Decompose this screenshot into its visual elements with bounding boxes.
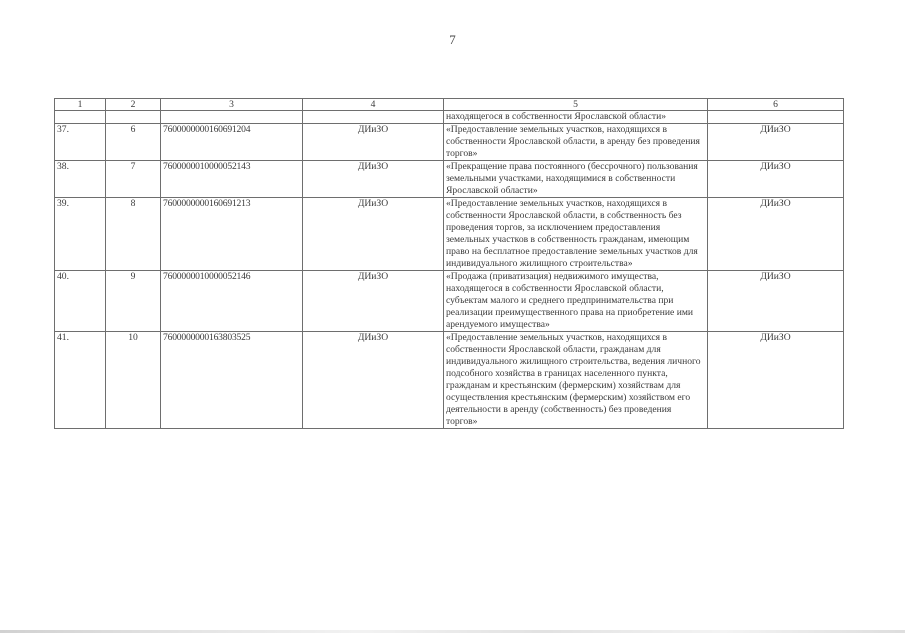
service-code-cell: 7600000010000052143 bbox=[161, 161, 303, 198]
department-cell: ДИиЗО bbox=[303, 124, 444, 161]
service-code-cell bbox=[161, 111, 303, 124]
row-number-cell: 38. bbox=[55, 161, 106, 198]
sub-number-cell: 9 bbox=[106, 271, 161, 332]
scan-edge-artifact bbox=[0, 630, 905, 633]
table-row bbox=[55, 161, 844, 198]
table-row bbox=[55, 271, 844, 332]
department-cell bbox=[303, 111, 444, 124]
executor-cell: ДИиЗО bbox=[708, 198, 844, 271]
department-cell: ДИиЗО bbox=[303, 332, 444, 429]
column-number-row bbox=[55, 99, 844, 111]
executor-cell: ДИиЗО bbox=[708, 271, 844, 332]
sub-number-cell: 6 bbox=[106, 124, 161, 161]
service-description-cell: «Продажа (приватизация) недвижимого имущества, находящегося в собственности Ярославской области, субъектам малого и среднего предпринимательства при реализации преимущественного права на приобретение ими арендуемого имущества» bbox=[444, 271, 708, 332]
department-cell: ДИиЗО bbox=[303, 161, 444, 198]
column-number: 5 bbox=[444, 99, 708, 111]
service-description-cell: «Прекращение права постоянного (бессрочного) пользования земельными участками, находящимися в собственности Ярославской области» bbox=[444, 161, 708, 198]
sub-number-cell: 8 bbox=[106, 198, 161, 271]
table-row bbox=[55, 332, 844, 429]
sub-number-cell bbox=[106, 111, 161, 124]
table-row bbox=[55, 124, 844, 161]
executor-cell bbox=[708, 111, 844, 124]
service-code-cell: 7600000000163803525 bbox=[161, 332, 303, 429]
row-number-cell bbox=[55, 111, 106, 124]
service-code-cell: 7600000000160691204 bbox=[161, 124, 303, 161]
table-row bbox=[55, 198, 844, 271]
executor-cell: ДИиЗО bbox=[708, 124, 844, 161]
service-code-cell: 7600000010000052146 bbox=[161, 271, 303, 332]
service-code-cell: 7600000000160691213 bbox=[161, 198, 303, 271]
row-number-cell: 40. bbox=[55, 271, 106, 332]
continuation-row bbox=[55, 111, 844, 124]
row-number-cell: 37. bbox=[55, 124, 106, 161]
column-number: 3 bbox=[161, 99, 303, 111]
service-description-cell: «Предоставление земельных участков, находящихся в собственности Ярославской области, гражданам для индивидуального жилищного строительства, ведения личного подсобного хозяйства в границах населенного пункта, гражданам и крестьянским (фермерским) хозяйствам для осуществления крестьянским (фермерским) хозяйством его деятельности в аренду (собственность) без проведения торгов» bbox=[444, 332, 708, 429]
department-cell: ДИиЗО bbox=[303, 271, 444, 332]
executor-cell: ДИиЗО bbox=[708, 332, 844, 429]
service-description-cell: «Предоставление земельных участков, находящихся в собственности Ярославской области, в собственность без проведения торгов, за исключением предоставления земельных участков в собственность гражданам, имеющим право на бесплатное предоставление земельных участков для индивидуального жилищного строительства» bbox=[444, 198, 708, 271]
column-number: 4 bbox=[303, 99, 444, 111]
sub-number-cell: 7 bbox=[106, 161, 161, 198]
row-number-cell: 41. bbox=[55, 332, 106, 429]
sub-number-cell: 10 bbox=[106, 332, 161, 429]
services-table bbox=[54, 98, 844, 429]
column-number: 6 bbox=[708, 99, 844, 111]
column-number: 2 bbox=[106, 99, 161, 111]
service-description-cell: «Предоставление земельных участков, находящихся в собственности Ярославской области, в аренду без проведения торгов» bbox=[444, 124, 708, 161]
row-number-cell: 39. bbox=[55, 198, 106, 271]
page-number: 7 bbox=[449, 32, 456, 47]
executor-cell: ДИиЗО bbox=[708, 161, 844, 198]
service-description-cell: находящегося в собственности Ярославской области» bbox=[444, 111, 708, 124]
department-cell: ДИиЗО bbox=[303, 198, 444, 271]
column-number: 1 bbox=[55, 99, 106, 111]
